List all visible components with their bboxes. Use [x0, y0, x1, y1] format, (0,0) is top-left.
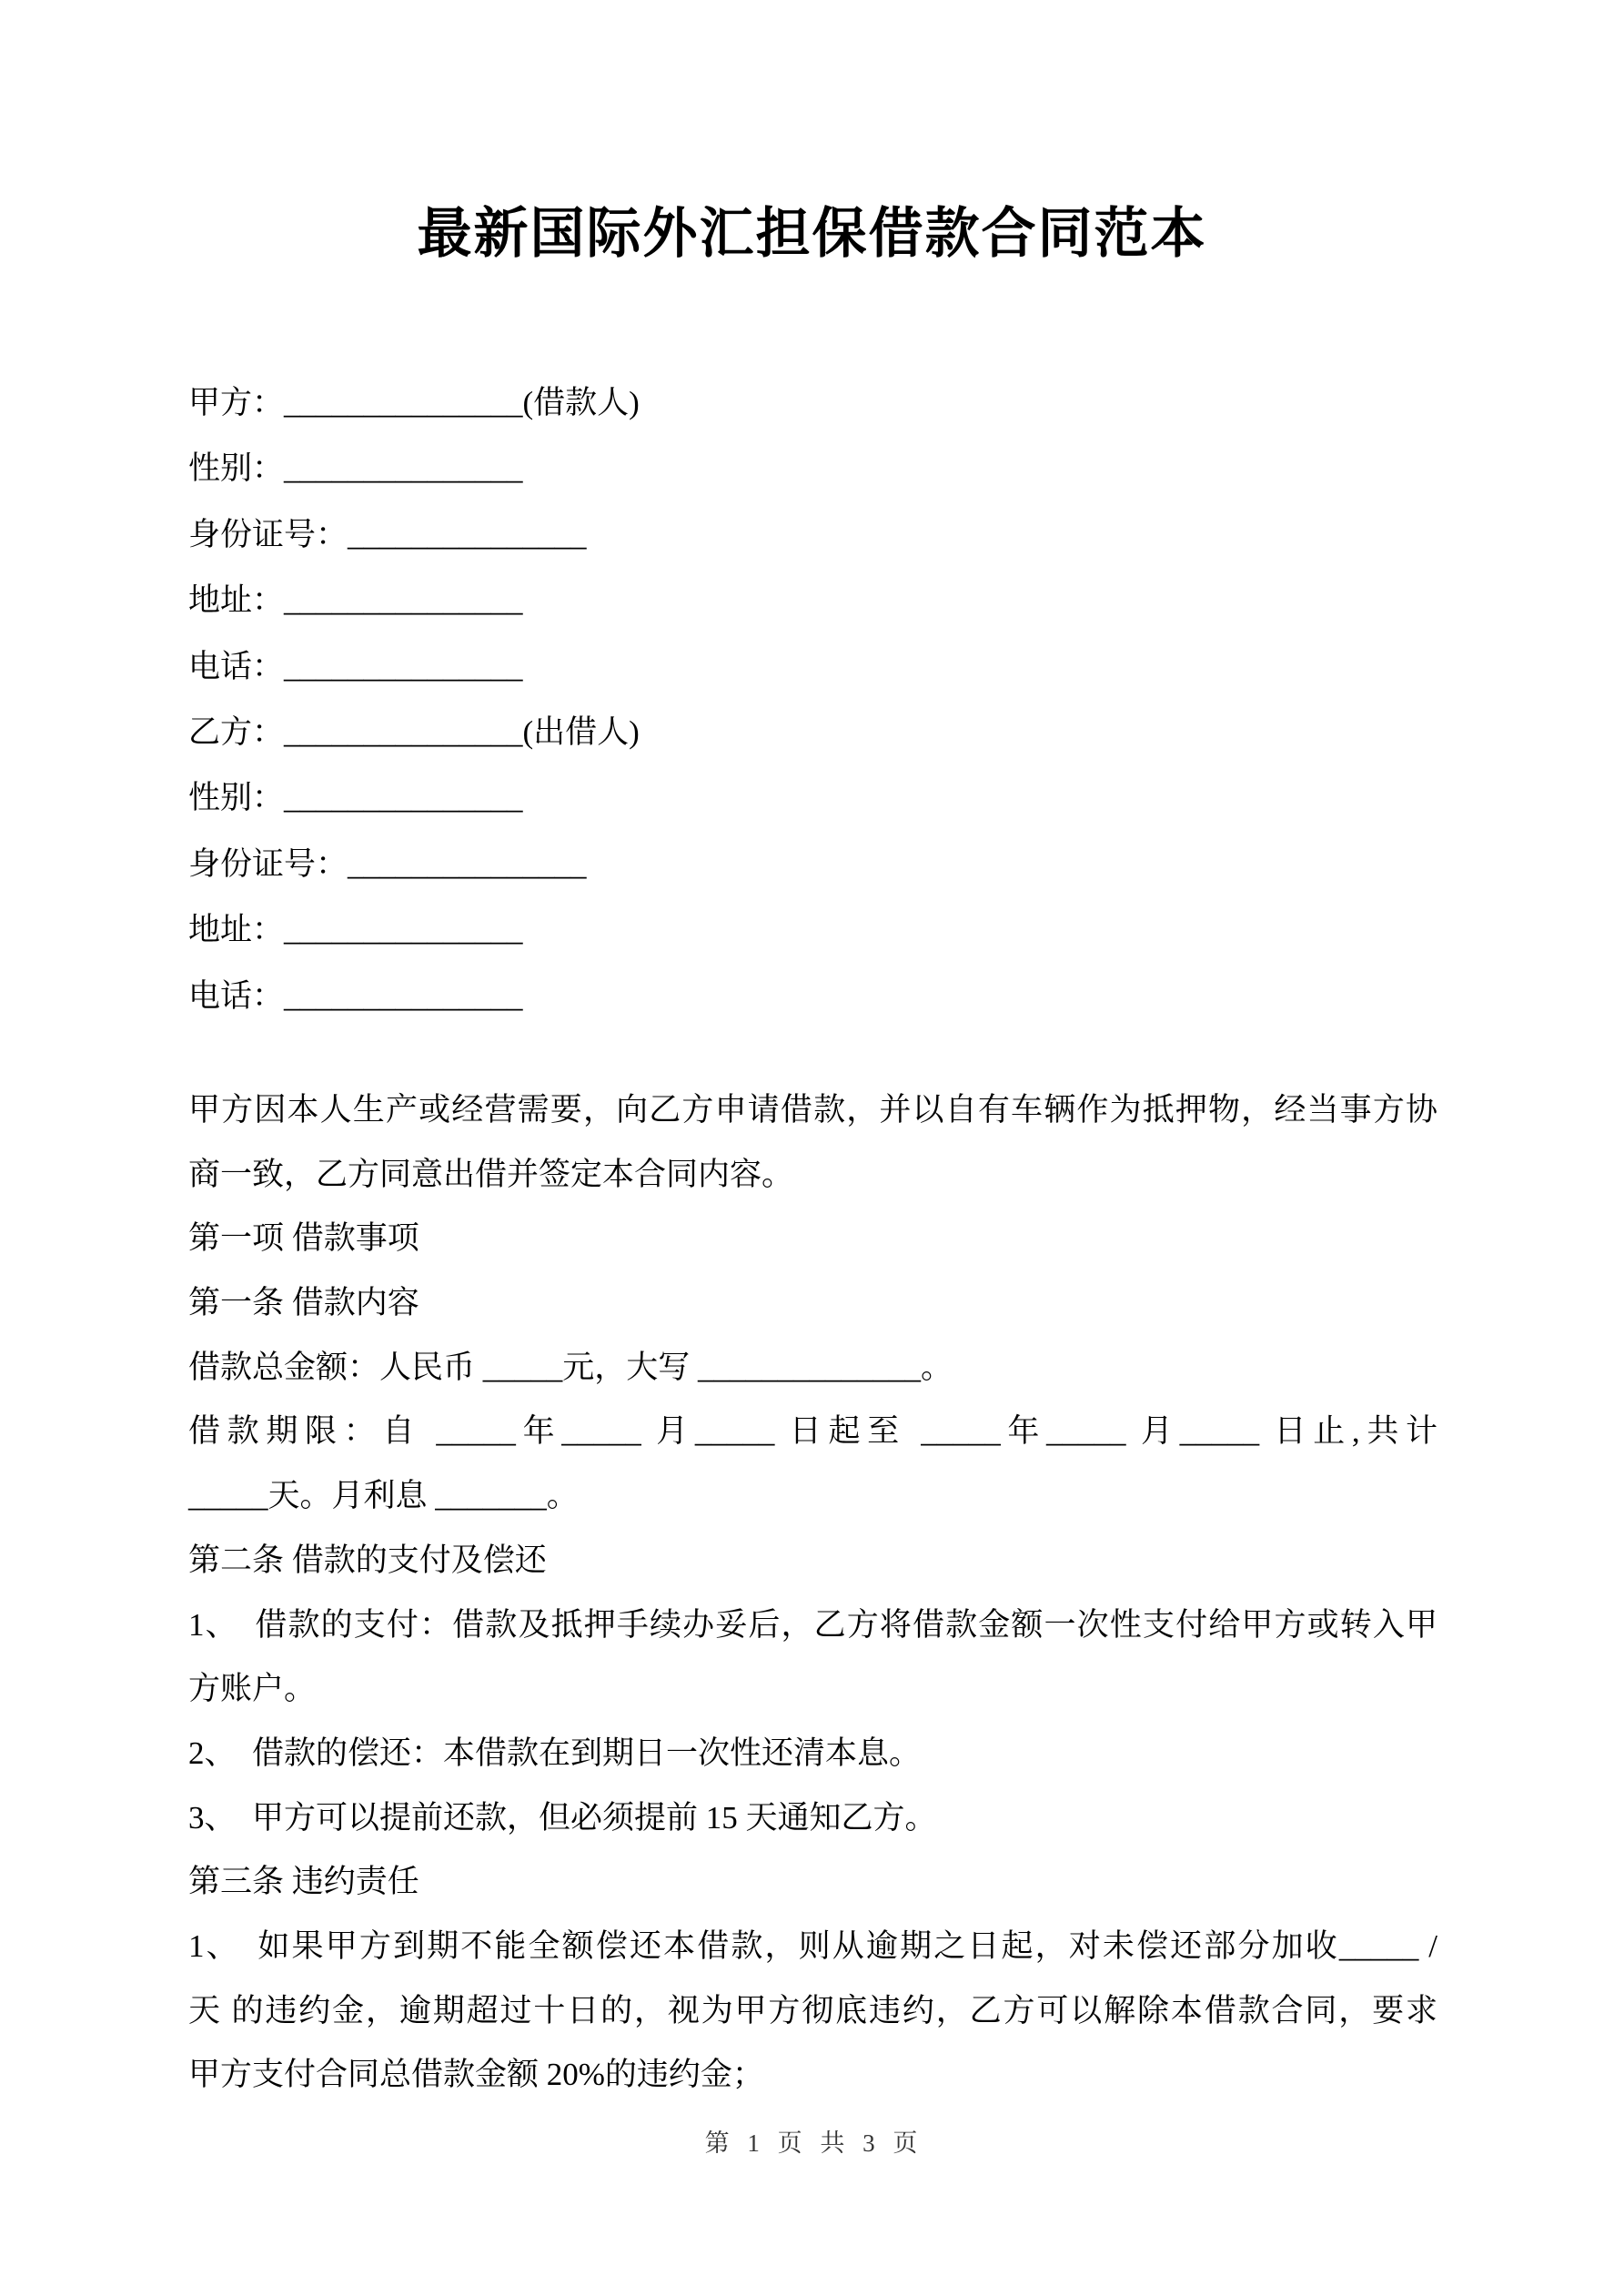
contract-line: 天 的违约金，逾期超过十日的，视为甲方彻底违约，乙方可以解除本借款合同，要求 [188, 1992, 1437, 2028]
field-label: 乙方： [188, 713, 285, 750]
form-field-row-yifang [188, 710, 1437, 775]
field-blank-line: _______________ [284, 582, 523, 619]
field-label: 性别： [188, 780, 285, 816]
contract-section-heading: 第一项 借款事项 [188, 1220, 419, 1257]
field-label: 地址： [188, 912, 285, 948]
field-label: 身份证号： [188, 516, 348, 552]
field-blank-line: _______________ [284, 912, 523, 948]
form-field-row-phone-a [188, 644, 1437, 710]
contract-line: 1、 如果甲方到期不能全额偿还本借款，则从逾期之日起，对未偿还部分加收_____ / [188, 1927, 1437, 1964]
field-blank-line: _______________ [348, 845, 587, 882]
contract-line: 借款期限：自 _____年_____ 月_____ 日起至 _____年_____ 月_____ 日止,共计 [188, 1413, 1437, 1450]
contract-line: 借款总金额：人民币 _____元，大写 ______________。 [188, 1349, 953, 1385]
page-number-footer: 第 1 页 共 3 页 [704, 2129, 920, 2157]
field-blank-line: _______________ [348, 516, 587, 552]
field-label: 电话： [188, 977, 285, 1014]
form-field-row-id-a [188, 512, 1437, 578]
contract-line: 甲方支付合同总借款金额 20%的违约金； [188, 2057, 764, 2093]
field-suffix: (借款人) [522, 385, 640, 420]
field-suffix: (出借人) [522, 713, 640, 750]
contract-line: 方账户。 [188, 1671, 317, 1707]
field-blank-line: _______________ [284, 648, 523, 684]
document-title: 最新国际外汇担保借款合同范本 [417, 204, 1207, 264]
field-label: 性别： [188, 450, 285, 487]
form-field-row-id-b [188, 842, 1437, 907]
party-info-section [188, 380, 1437, 1039]
form-field-row-gender-a [188, 446, 1437, 511]
field-label: 身份证号： [188, 845, 348, 882]
field-blank-line: _______________ [284, 713, 523, 750]
field-label: 电话： [188, 648, 285, 684]
form-field-row-jiafang [188, 380, 1437, 446]
contract-body [188, 1088, 1437, 2118]
contract-line: 商一致，乙方同意出借并签定本合同内容。 [188, 1156, 794, 1192]
field-blank-line: _______________ [284, 385, 523, 420]
contract-line: 3、 甲方可以提前还款，但必须提前 15 天通知乙方。 [188, 1799, 937, 1836]
field-blank-line: _______________ [284, 780, 523, 816]
contract-article-heading: 第三条 违约责任 [188, 1864, 419, 1900]
contract-article-heading: 第一条 借款内容 [188, 1285, 419, 1321]
contract-line: 甲方因本人生产或经营需要，向乙方申请借款，并以自有车辆作为抵押物，经当事方协 [188, 1092, 1437, 1128]
field-label: 地址： [188, 582, 285, 619]
field-blank-line: _______________ [284, 450, 523, 487]
field-label: 甲方： [188, 385, 285, 420]
contract-line: 1、 借款的支付：借款及抵押手续办妥后，乙方将借款金额一次性支付给甲方或转入甲 [188, 1606, 1437, 1643]
form-field-row-phone-b [188, 974, 1437, 1039]
field-blank-line: _______________ [284, 977, 523, 1014]
form-field-row-address-b [188, 907, 1437, 973]
form-field-row-gender-b [188, 775, 1437, 841]
contract-line: _____天。月利息 _______。 [188, 1478, 579, 1514]
form-field-row-address-a [188, 578, 1437, 643]
contract-article-heading: 第二条 借款的支付及偿还 [188, 1542, 547, 1578]
contract-line: 2、 借款的偿还：本借款在到期日一次性还清本息。 [188, 1735, 922, 1771]
